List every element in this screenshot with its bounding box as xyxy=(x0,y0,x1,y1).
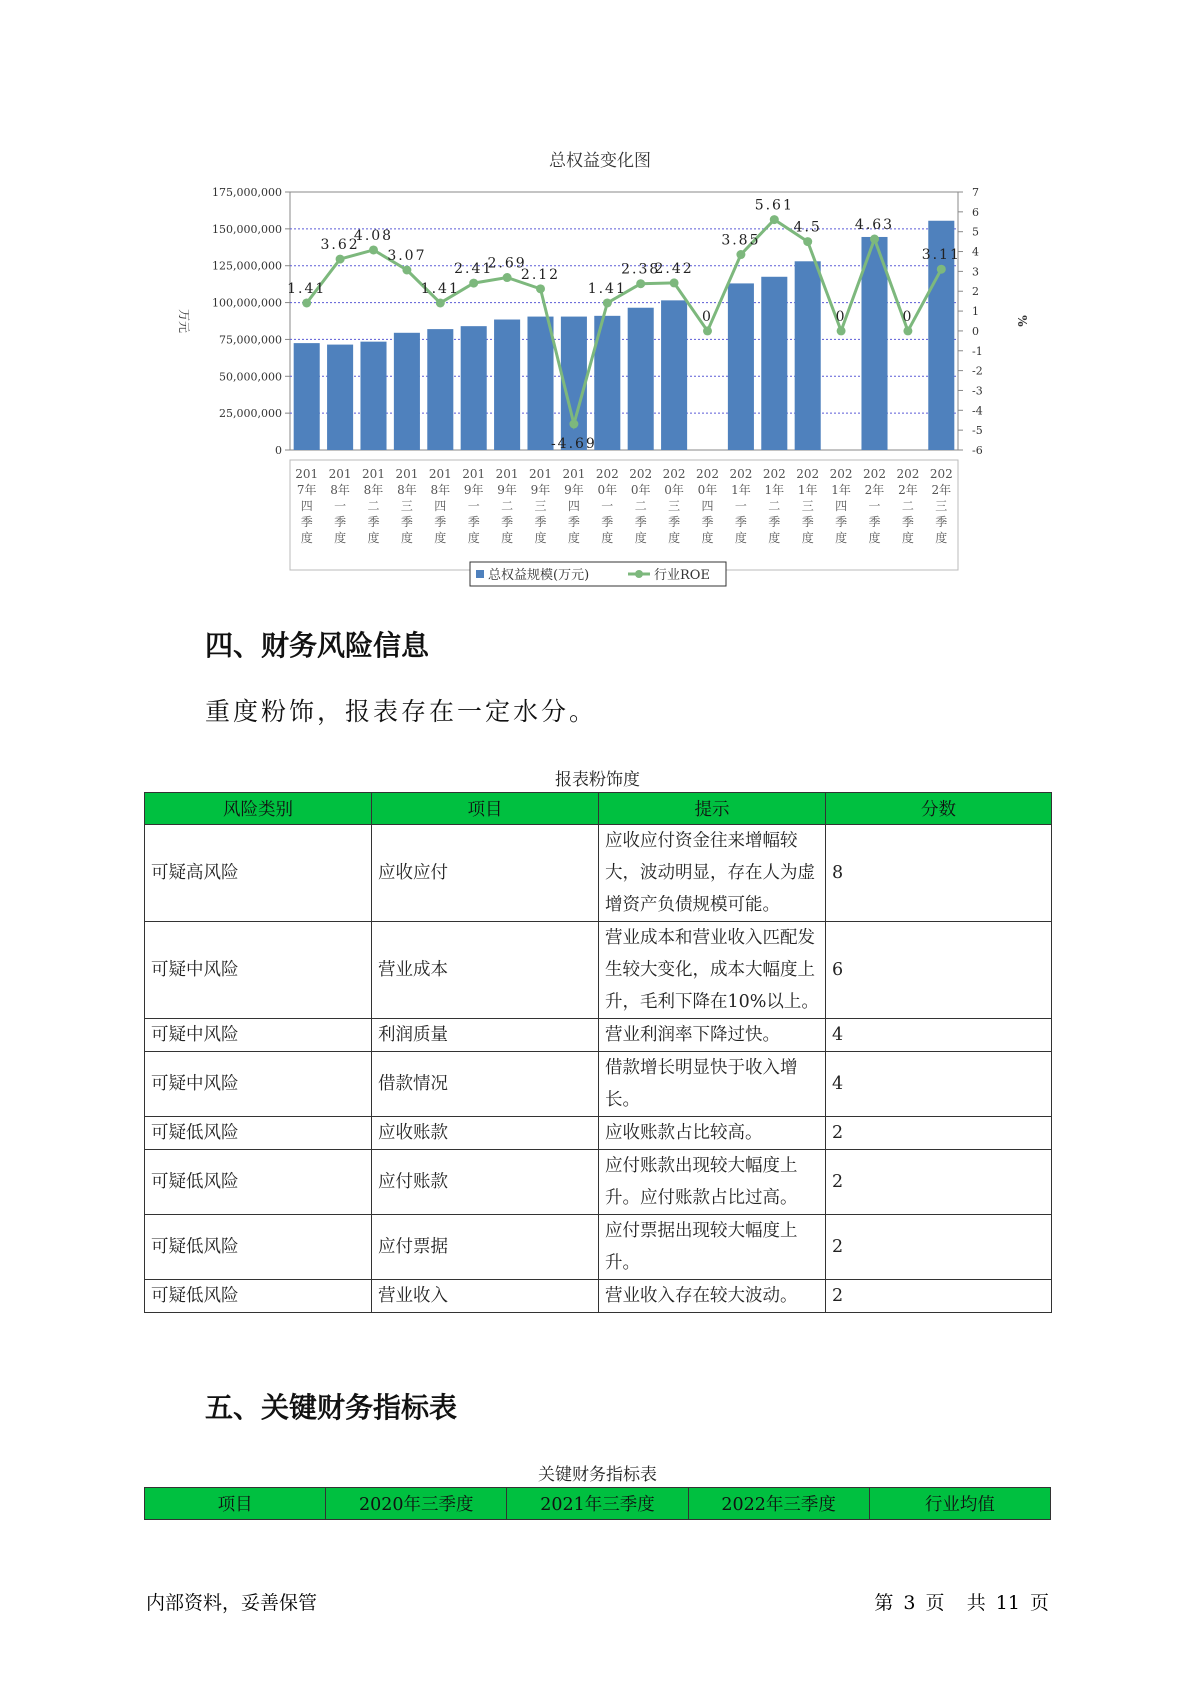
left-tick-label: 100,000,000 xyxy=(212,296,282,310)
bar-equity xyxy=(728,283,754,450)
x-tick-label: 一 xyxy=(467,499,480,513)
bar-equity xyxy=(628,308,654,450)
key-table-header-row xyxy=(145,1488,1051,1520)
table-row xyxy=(145,1215,1052,1280)
roe-point xyxy=(937,265,946,274)
roe-point xyxy=(870,235,879,244)
bar-equity xyxy=(761,277,787,450)
right-tick-label: -1 xyxy=(972,344,983,358)
total-suffix: 页 xyxy=(1029,1592,1049,1614)
x-tick-label: 二 xyxy=(634,499,647,513)
x-tick-label: 202 xyxy=(662,467,686,481)
risk-category-cell: 可疑中风险 xyxy=(145,1019,372,1052)
x-tick-label: 二 xyxy=(901,499,914,513)
x-tick-label: 1年 xyxy=(731,483,751,497)
x-tick-label: 度 xyxy=(768,531,781,545)
risk-tip-cell: 应付账款出现较大幅度上升。应付账款占比过高。 xyxy=(599,1150,826,1215)
risk-tip-cell: 应收应付资金往来增幅较大，波动明显，存在人为虚增资产负债规模可能。 xyxy=(599,825,826,922)
x-tick-label: 202 xyxy=(863,467,886,481)
bar-equity xyxy=(861,237,887,450)
x-tick-label: 季 xyxy=(768,515,781,529)
x-tick-label: 度 xyxy=(835,531,848,545)
x-tick-label: 三 xyxy=(534,499,547,513)
roe-data-label: 2.42 xyxy=(654,260,694,277)
x-tick-label: 季 xyxy=(367,515,380,529)
x-tick-label: 季 xyxy=(567,515,580,529)
roe-data-label: 3.85 xyxy=(721,232,761,249)
table-row xyxy=(145,1052,1052,1117)
table-row xyxy=(145,1280,1052,1313)
header-item: 项目 xyxy=(372,793,599,825)
x-tick-label: 度 xyxy=(334,531,347,545)
bar-equity xyxy=(427,329,453,450)
x-tick-label: 2年 xyxy=(898,483,918,497)
x-tick-label: 201 xyxy=(495,467,519,481)
risk-item-cell: 借款情况 xyxy=(372,1052,599,1117)
x-tick-label: 202 xyxy=(595,467,619,481)
legend-swatch-equity xyxy=(476,570,484,578)
roe-point xyxy=(503,273,512,282)
risk-tip-cell: 应收账款占比较高。 xyxy=(599,1117,826,1150)
risk-table-caption: 报表粉饰度 xyxy=(555,770,640,790)
x-tick-label: 8年 xyxy=(430,483,451,497)
x-tick-label: 201 xyxy=(529,467,552,481)
x-tick-label: 度 xyxy=(601,531,614,545)
x-tick-label: 度 xyxy=(734,531,747,545)
roe-data-label: 0 xyxy=(902,308,914,325)
x-tick-label: 一 xyxy=(734,499,747,513)
left-tick-label: 50,000,000 xyxy=(219,370,282,384)
x-tick-label: 度 xyxy=(701,531,714,545)
key-header-2020q3: 2020年三季度 xyxy=(326,1488,507,1520)
x-tick-label: 季 xyxy=(801,515,814,529)
header-risk-category: 风险类别 xyxy=(145,793,372,825)
roe-point xyxy=(302,298,311,307)
x-tick-label: 度 xyxy=(400,531,413,545)
risk-table-body xyxy=(145,825,1052,1313)
bar-equity xyxy=(360,342,386,450)
right-tick-label: 7 xyxy=(972,186,979,199)
risk-score-cell: 4 xyxy=(826,1019,1052,1052)
x-tick-label: 四 xyxy=(434,499,447,513)
x-tick-label: 一 xyxy=(334,499,347,513)
risk-category-cell: 可疑中风险 xyxy=(145,1052,372,1117)
x-tick-label: 季 xyxy=(467,515,480,529)
x-tick-label: 度 xyxy=(634,531,647,545)
x-tick-label: 0年 xyxy=(664,483,684,497)
section-heading-key-indicators: 五、关键财务指标表 xyxy=(205,1391,458,1424)
roe-point xyxy=(670,278,679,287)
key-header-2022q3: 2022年三季度 xyxy=(688,1488,869,1520)
right-tick-label: -5 xyxy=(972,424,983,438)
x-tick-label: 202 xyxy=(696,467,719,481)
x-tick-label: 季 xyxy=(734,515,747,529)
roe-point xyxy=(636,279,645,288)
risk-item-cell: 应收账款 xyxy=(372,1117,599,1150)
roe-data-label: 4.5 xyxy=(793,219,822,236)
x-tick-label: 9年 xyxy=(497,483,517,497)
left-tick-label: 125,000,000 xyxy=(212,259,282,273)
x-tick-label: 季 xyxy=(400,515,413,529)
x-tick-label: 季 xyxy=(534,515,547,529)
key-header-industry-avg: 行业均值 xyxy=(869,1488,1050,1520)
x-tick-label: 度 xyxy=(367,531,380,545)
x-tick-label: 度 xyxy=(868,531,881,545)
right-tick-label: 2 xyxy=(972,285,979,299)
x-tick-label: 202 xyxy=(629,467,653,481)
roe-point xyxy=(469,279,478,288)
x-tick-label: 季 xyxy=(300,515,313,529)
section-heading-risk: 四、财务风险信息 xyxy=(205,629,430,662)
x-tick-label: 201 xyxy=(295,467,319,481)
risk-category-cell: 可疑低风险 xyxy=(145,1280,372,1313)
x-tick-label: 季 xyxy=(901,515,914,529)
right-tick-label: 4 xyxy=(972,245,979,259)
risk-category-cell: 可疑高风险 xyxy=(145,825,372,922)
right-tick-label: 5 xyxy=(972,225,979,239)
roe-data-label: 3.07 xyxy=(387,247,427,264)
roe-point xyxy=(336,255,345,264)
roe-point xyxy=(603,298,612,307)
left-tick-label: 0 xyxy=(275,444,282,457)
x-tick-label: 季 xyxy=(835,515,848,529)
x-tick-label: 四 xyxy=(567,499,580,513)
x-tick-label: 季 xyxy=(935,515,948,529)
x-tick-label: 度 xyxy=(534,531,547,545)
roe-data-label: 2.69 xyxy=(487,255,527,272)
roe-data-label: 5.61 xyxy=(754,197,794,214)
x-tick-label: 0年 xyxy=(630,483,651,497)
roe-data-label: 2.12 xyxy=(520,266,561,283)
table-row xyxy=(145,922,1052,1019)
x-tick-label: 202 xyxy=(929,467,953,481)
roe-data-label: -4.69 xyxy=(550,436,597,453)
right-tick-label: -4 xyxy=(972,404,983,418)
bar-equity xyxy=(527,317,553,450)
risk-score-cell: 2 xyxy=(826,1150,1052,1215)
roe-data-label: 0 xyxy=(835,308,847,325)
page-current: 3 xyxy=(903,1592,916,1614)
x-tick-label: 度 xyxy=(935,531,948,545)
table-row xyxy=(145,1117,1052,1150)
x-tick-label: 9年 xyxy=(463,483,484,497)
total-prefix: 共 xyxy=(966,1592,986,1614)
left-axis-title: 万元 xyxy=(177,308,191,334)
x-tick-label: 季 xyxy=(334,515,347,529)
x-tick-label: 季 xyxy=(501,515,514,529)
chart-svg xyxy=(170,140,1030,600)
x-tick-label: 201 xyxy=(428,467,452,481)
risk-table xyxy=(144,792,1052,1313)
key-header-item: 项目 xyxy=(145,1488,326,1520)
x-tick-label: 度 xyxy=(501,531,514,545)
page-total: 11 xyxy=(995,1592,1020,1614)
risk-tip-cell: 借款增长明显快于收入增长。 xyxy=(599,1052,826,1117)
roe-point xyxy=(803,237,812,246)
x-tick-label: 季 xyxy=(868,515,881,529)
x-tick-label: 201 xyxy=(395,467,419,481)
roe-point xyxy=(536,284,545,293)
x-tick-label: 201 xyxy=(362,467,385,481)
x-tick-label: 季 xyxy=(434,515,447,529)
x-tick-label: 9年 xyxy=(530,483,551,497)
x-tick-label: 季 xyxy=(668,515,681,529)
roe-point xyxy=(369,245,378,254)
roe-data-label: 2.41 xyxy=(454,261,494,278)
risk-category-cell: 可疑低风险 xyxy=(145,1150,372,1215)
x-tick-label: 季 xyxy=(634,515,647,529)
right-tick-label: -3 xyxy=(972,384,983,398)
roe-data-label: 3.62 xyxy=(320,237,360,254)
risk-summary: 重度粉饰，报表存在一定水分。 xyxy=(205,697,598,726)
bar-equity xyxy=(294,343,320,450)
roe-data-label: 4.63 xyxy=(854,217,895,234)
roe-point xyxy=(402,265,411,274)
risk-score-cell: 6 xyxy=(826,922,1052,1019)
roe-point xyxy=(436,298,445,307)
x-tick-label: 度 xyxy=(901,531,914,545)
risk-score-cell: 4 xyxy=(826,1052,1052,1117)
key-table-caption: 关键财务指标表 xyxy=(538,1465,657,1485)
risk-item-cell: 营业成本 xyxy=(372,922,599,1019)
x-tick-label: 8年 xyxy=(397,483,417,497)
header-score: 分数 xyxy=(826,793,1052,825)
left-tick-label: 150,000,000 xyxy=(212,222,282,236)
roe-point xyxy=(770,215,779,224)
risk-tip-cell: 营业利润率下降过快。 xyxy=(599,1019,826,1052)
roe-data-label: 1.41 xyxy=(420,280,460,297)
x-tick-label: 二 xyxy=(501,499,514,513)
x-tick-label: 202 xyxy=(762,467,786,481)
equity-chart xyxy=(170,140,1029,600)
risk-item-cell: 应收应付 xyxy=(372,825,599,922)
roe-data-label: 1.41 xyxy=(287,280,327,297)
x-tick-label: 201 xyxy=(462,467,486,481)
x-tick-label: 8年 xyxy=(330,483,350,497)
roe-point xyxy=(837,326,846,335)
right-tick-label: 6 xyxy=(972,205,979,219)
right-tick-label: 0 xyxy=(972,324,979,338)
bar-equity xyxy=(327,345,353,450)
roe-point xyxy=(903,326,912,335)
header-tip: 提示 xyxy=(599,793,826,825)
table-row xyxy=(145,1150,1052,1215)
risk-tip-cell: 营业收入存在较大波动。 xyxy=(599,1280,826,1313)
x-tick-label: 0年 xyxy=(597,483,618,497)
risk-score-cell: 2 xyxy=(826,1117,1052,1150)
x-tick-label: 度 xyxy=(300,531,313,545)
chart-title: 总权益变化图 xyxy=(549,151,651,171)
page-prefix: 第 xyxy=(874,1592,894,1614)
x-tick-label: 季 xyxy=(601,515,614,529)
x-tick-label: 二 xyxy=(367,499,380,513)
risk-item-cell: 应付票据 xyxy=(372,1215,599,1280)
left-tick-label: 75,000,000 xyxy=(219,333,282,347)
right-tick-label: -6 xyxy=(972,444,983,457)
risk-score-cell: 8 xyxy=(826,825,1052,922)
x-tick-label: 202 xyxy=(896,467,920,481)
x-tick-label: 度 xyxy=(434,531,447,545)
left-tick-label: 25,000,000 xyxy=(219,407,282,421)
roe-point xyxy=(703,326,712,335)
roe-data-label: 4.08 xyxy=(353,227,394,244)
x-tick-label: 1年 xyxy=(797,483,818,497)
x-tick-label: 2年 xyxy=(864,483,885,497)
x-tick-label: 三 xyxy=(935,499,948,513)
x-tick-label: 四 xyxy=(701,499,714,513)
roe-point xyxy=(569,420,578,429)
x-tick-label: 202 xyxy=(829,467,853,481)
table-row xyxy=(145,1019,1052,1052)
right-tick-label: 1 xyxy=(972,305,979,319)
x-tick-label: 度 xyxy=(668,531,681,545)
left-tick-label: 175,000,000 xyxy=(212,186,282,199)
x-tick-label: 202 xyxy=(729,467,753,481)
x-tick-label: 度 xyxy=(567,531,580,545)
x-tick-label: 0年 xyxy=(697,483,718,497)
x-tick-label: 201 xyxy=(328,467,352,481)
x-tick-label: 一 xyxy=(601,499,614,513)
bar-equity xyxy=(394,333,420,450)
legend-label-roe: 行业ROE xyxy=(654,568,710,583)
right-axis-title: % xyxy=(1015,315,1029,327)
risk-score-cell: 2 xyxy=(826,1280,1052,1313)
risk-table-header-row xyxy=(145,793,1052,825)
risk-category-cell: 可疑低风险 xyxy=(145,1215,372,1280)
roe-data-label: 0 xyxy=(702,308,713,325)
bar-equity xyxy=(494,320,520,450)
roe-data-label: 2.38 xyxy=(621,261,661,278)
x-tick-label: 8年 xyxy=(363,483,384,497)
risk-tip-cell: 应付票据出现较大幅度上升。 xyxy=(599,1215,826,1280)
roe-data-label: 1.41 xyxy=(587,280,627,297)
table-row xyxy=(145,825,1052,922)
right-tick-label: 3 xyxy=(972,265,979,279)
legend-marker-roe xyxy=(635,570,643,578)
x-tick-label: 度 xyxy=(467,531,480,545)
x-tick-label: 季 xyxy=(701,515,714,529)
category-axis-box xyxy=(290,460,958,570)
risk-item-cell: 利润质量 xyxy=(372,1019,599,1052)
footer-confidential: 内部资料，妥善保管 xyxy=(146,1592,318,1614)
x-tick-label: 三 xyxy=(668,499,681,513)
key-header-2021q3: 2021年三季度 xyxy=(507,1488,688,1520)
roe-point xyxy=(736,250,745,259)
x-tick-label: 二 xyxy=(768,499,781,513)
x-tick-label: 201 xyxy=(562,467,586,481)
bar-equity xyxy=(461,326,487,450)
bar-equity xyxy=(795,261,821,450)
legend-label-equity: 总权益规模(万元) xyxy=(488,568,590,583)
x-tick-label: 三 xyxy=(801,499,814,513)
x-tick-label: 一 xyxy=(868,499,881,513)
x-tick-label: 1年 xyxy=(764,483,785,497)
risk-category-cell: 可疑低风险 xyxy=(145,1117,372,1150)
x-tick-label: 202 xyxy=(796,467,820,481)
risk-category-cell: 可疑中风险 xyxy=(145,922,372,1019)
x-tick-label: 1年 xyxy=(831,483,851,497)
page-suffix: 页 xyxy=(925,1592,945,1614)
roe-data-label: 3.11 xyxy=(921,247,961,264)
x-tick-label: 度 xyxy=(801,531,814,545)
x-tick-label: 三 xyxy=(400,499,413,513)
x-tick-label: 7年 xyxy=(296,483,317,497)
risk-tip-cell: 营业成本和营业收入匹配发生较大变化，成本大幅度上升，毛利下降在10%以上。 xyxy=(599,922,826,1019)
x-tick-label: 四 xyxy=(835,499,848,513)
key-indicator-table xyxy=(144,1487,1051,1520)
x-tick-label: 2年 xyxy=(931,483,952,497)
bar-equity xyxy=(661,300,687,450)
risk-score-cell: 2 xyxy=(826,1215,1052,1280)
x-tick-label: 9年 xyxy=(564,483,584,497)
page-number xyxy=(874,1588,1053,1615)
right-tick-label: -2 xyxy=(972,364,983,378)
risk-item-cell: 营业收入 xyxy=(372,1280,599,1313)
risk-item-cell: 应付账款 xyxy=(372,1150,599,1215)
x-tick-label: 四 xyxy=(300,499,313,513)
